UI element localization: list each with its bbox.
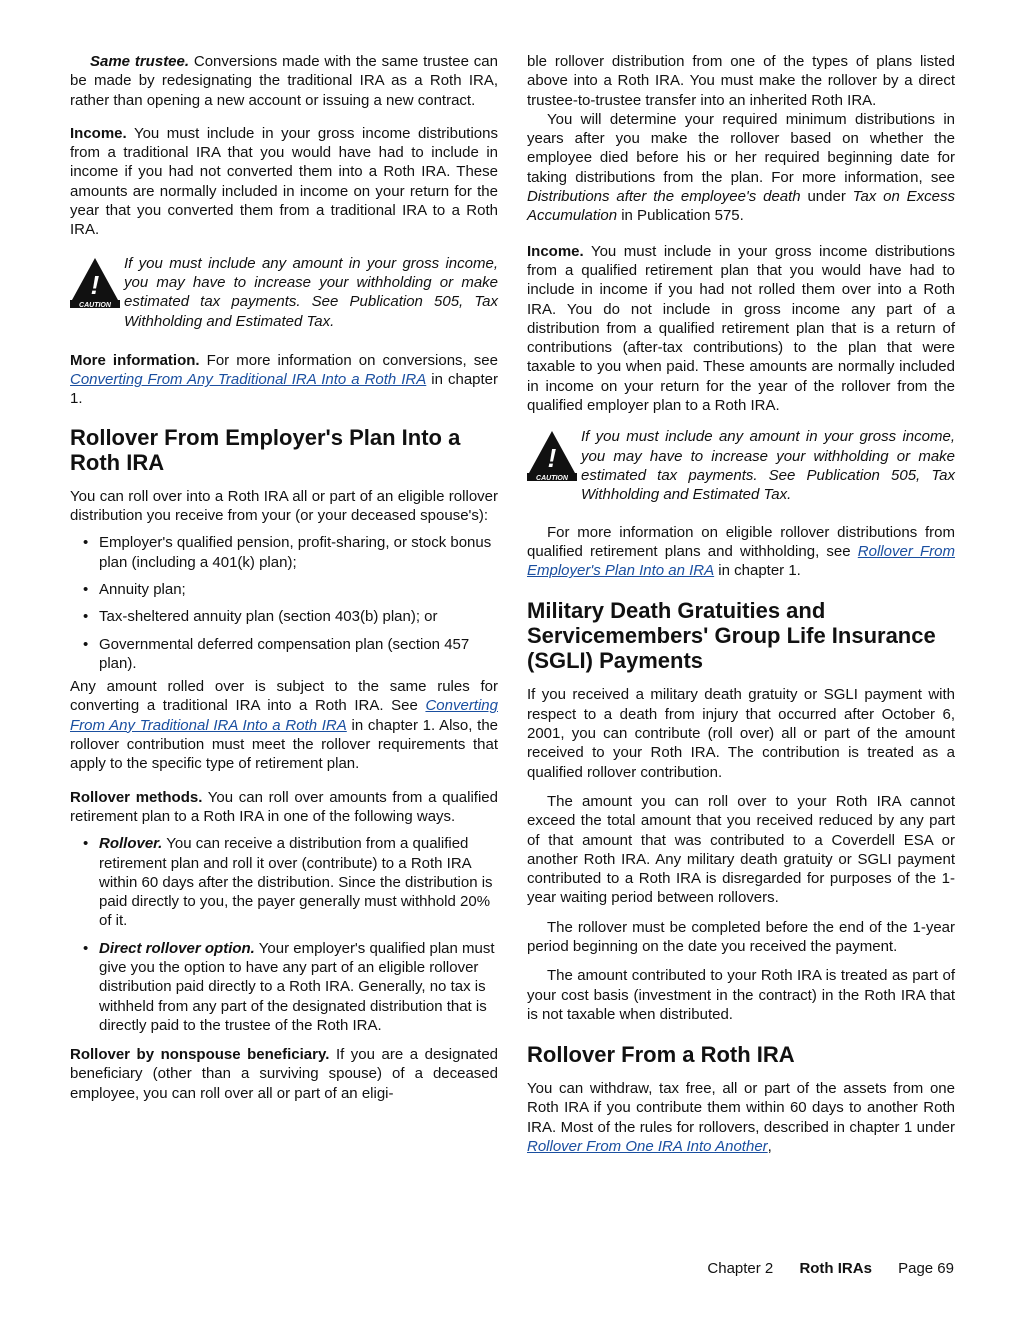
list-item: • Annuity plan; [83, 580, 186, 598]
bullet-glyph: • [83, 534, 89, 552]
paragraph-nonspouse-beneficiary: Rollover by nonspouse beneficiary. If you are a designated beneficiary (other than a surviving spouse) of a deceased employee, you can roll over all or part of an eligi- [70, 1046, 499, 1102]
svg-text:!: ! [547, 443, 557, 474]
link-rollover-one-ira[interactable]: Rollover From One IRA Into Another [527, 1138, 768, 1156]
list-item: • Direct rollover option. Your employer's qualified plan must give you the option to have any part of an eligible rollover distribution paid directly to a Roth IRA. Generally, no tax is withheld from any part of the designated distribution that is directly paid to the trustee of the Roth IRA. [83, 939, 495, 1034]
heading-rollover-from-roth: Rollover From a Roth IRA [527, 1042, 795, 1068]
paragraph-eligible-rollover: You can roll over into a Roth IRA all or part of an eligible rollover distribution you receive from your (or your deceased spouse's): [70, 487, 498, 525]
list-item: • Tax-sheltered annuity plan (section 403(b) plan); or [83, 608, 438, 626]
footer-title: Roth IRAs [799, 1260, 872, 1277]
rollover-methods-list [70, 834, 498, 1035]
paragraph-rollover-limit: The amount you can roll over to your Roth IRA cannot exceed the total amount that you received reduced by any part of that amount that was contributed to a Coverdell ESA or another Roth IRA. Any military death gratuity or SGLI payment contributed to a Roth IRA is disregarded for purposes of the 1-year waiting period between rollovers. [527, 792, 955, 907]
caution-text: If you must include any amount in your gross income, you may have to increase your withholding or make estimated tax payments. See Publication 505, Tax Withholding and Estimated Tax. [581, 428, 955, 504]
plan-types-list [70, 533, 498, 673]
bullet-glyph: • [83, 608, 89, 626]
bullet-glyph: • [83, 835, 89, 853]
page-footer [685, 1259, 954, 1278]
link-converting-traditional-ira[interactable]: Converting From Any Traditional IRA Into a Roth IRA [70, 371, 427, 389]
list-item: • Rollover. You can receive a distribution from a qualified retirement plan and roll it over (contribute) to a Roth IRA within 60 days after the distribution. Since the distribution is paid directly to you, the payer generally must withhold 20% of it. [83, 835, 493, 930]
paragraph-same-trustee: Same trustee. Conversions made with the same trustee can be made by redesignating the traditional IRA as a Roth IRA, rather than opening a new account or issuing a new contract. [70, 53, 498, 109]
svg-text:CAUTION: CAUTION [79, 301, 111, 308]
svg-text:CAUTION: CAUTION [536, 475, 568, 482]
caution-icon [70, 256, 124, 331]
list-item: • Governmental deferred compensation plan (section 457 plan). [83, 635, 470, 672]
caution-text: If you must include any amount in your gross income, you may have to increase your withholding or make estimated tax payments. See Publication 505, Tax Withholding and Estimated Tax. [124, 254, 498, 330]
paragraph-rollover-deadline: The rollover must be completed before the end of the 1-year period beginning on the date you received the payment. [527, 918, 955, 955]
paragraph-income: Income. You must include in your gross income distributions from a traditional IRA that you would have had to include in income if you had not converted them into a Roth IRA. These amounts are normally included in income on your return for the year that you converted them from a traditional IRA to a Roth IRA. [70, 124, 498, 239]
list-item: • Employer's qualified pension, profit-sharing, or stock bonus plan (including a 401(k) plan); [83, 534, 492, 571]
left-column [70, 52, 498, 1103]
right-column [527, 52, 955, 1156]
footer-chapter: Chapter 2 [707, 1260, 774, 1277]
link-rollover-employer-plan-ira[interactable]: Rollover From Employer's Plan Into an IRA [527, 542, 955, 580]
caution-icon [527, 429, 581, 504]
paragraph-cost-basis: The amount contributed to your Roth IRA is treated as part of your cost basis (investment in the contract) in the Roth IRA that is not taxable when distributed. [527, 967, 955, 1023]
paragraph-income-right: Income. You must include in your gross income distributions from a qualified retirement plan that you would have had to include in income if you had not rolled them over into a Roth IRA. You do not include in gross income any part of a distribution from a qualified retirement plan that is a return of contributions (after-tax contributions) to the plan that were taxable to you when paid. These amounts are normally included in income on your return for the year of the rollover from the qualified employer plan to a Roth IRA. [527, 242, 955, 415]
paragraph-withdraw-tax-free: You can withdraw, tax free, all or part of the assets from one Roth IRA if you contribute them within 60 days to another Roth IRA. Most of the rules for rollovers, described in chapter 1 under Rollover From One IRA Into Another, [527, 1080, 955, 1156]
caution-note [70, 254, 498, 331]
paragraph-more-eligible: For more information on eligible rollover distributions from qualified retirement plans and withholding, see Rollover From Employer's Plan Into an IRA in chapter 1. [527, 523, 955, 580]
footer-page-number: Page 69 [898, 1260, 954, 1277]
bullet-glyph: • [83, 939, 89, 957]
paragraph-required-minimum: You will determine your required minimum distributions in years after you make the rollover based on whether the employee died before his or her required beginning date for taking distributions from the plan. For more information, see Distributions after the employee's death under Tax on Excess Accumulation in Publication 575. [527, 110, 955, 225]
bullet-glyph: • [83, 635, 89, 653]
paragraph-rollover-methods: Rollover methods. You can roll over amounts from a qualified retirement plan to a Roth IRA in one of the following ways. [70, 788, 498, 825]
bullet-glyph: • [83, 580, 89, 598]
link-converting-traditional-ira-2[interactable]: Converting From Any Traditional IRA Into a Roth IRA [70, 697, 498, 734]
heading-military-death-gratuities: Military Death Gratuities and Servicemembers' Group Life Insurance (SGLI) Payments [527, 598, 936, 674]
paragraph-inherited-roth: ble rollover distribution from one of the types of plans listed above into a Roth IRA. You must make the rollover by a direct trustee-to-trustee transfer into an inherited Roth IRA. [527, 53, 955, 109]
paragraph-military-sgli: If you received a military death gratuity or SGLI payment with respect to a death from injury that occurred after October 6, 2001, you can contribute (roll over) all or part of the amount received to your Roth IRA. The contribution is treated as a qualified rollover contribution. [527, 686, 955, 781]
paragraph-same-rules: Any amount rolled over is subject to the same rules for converting a traditional IRA into a Roth IRA. See Converting From Any Traditional IRA Into a Roth IRA in chapter 1. Also, the rollover contribution must meet the rollover requirements that apply to the specific type of retirement plan. [70, 678, 498, 773]
svg-text:!: ! [90, 269, 100, 300]
paragraph-more-information: More information. For more information on conversions, see Converting From Any Traditional IRA Into a Roth IRA in chapter 1. [70, 351, 499, 408]
caution-note [527, 427, 955, 504]
heading-rollover-employer-plan: Rollover From Employer's Plan Into a Roth IRA [70, 424, 461, 475]
